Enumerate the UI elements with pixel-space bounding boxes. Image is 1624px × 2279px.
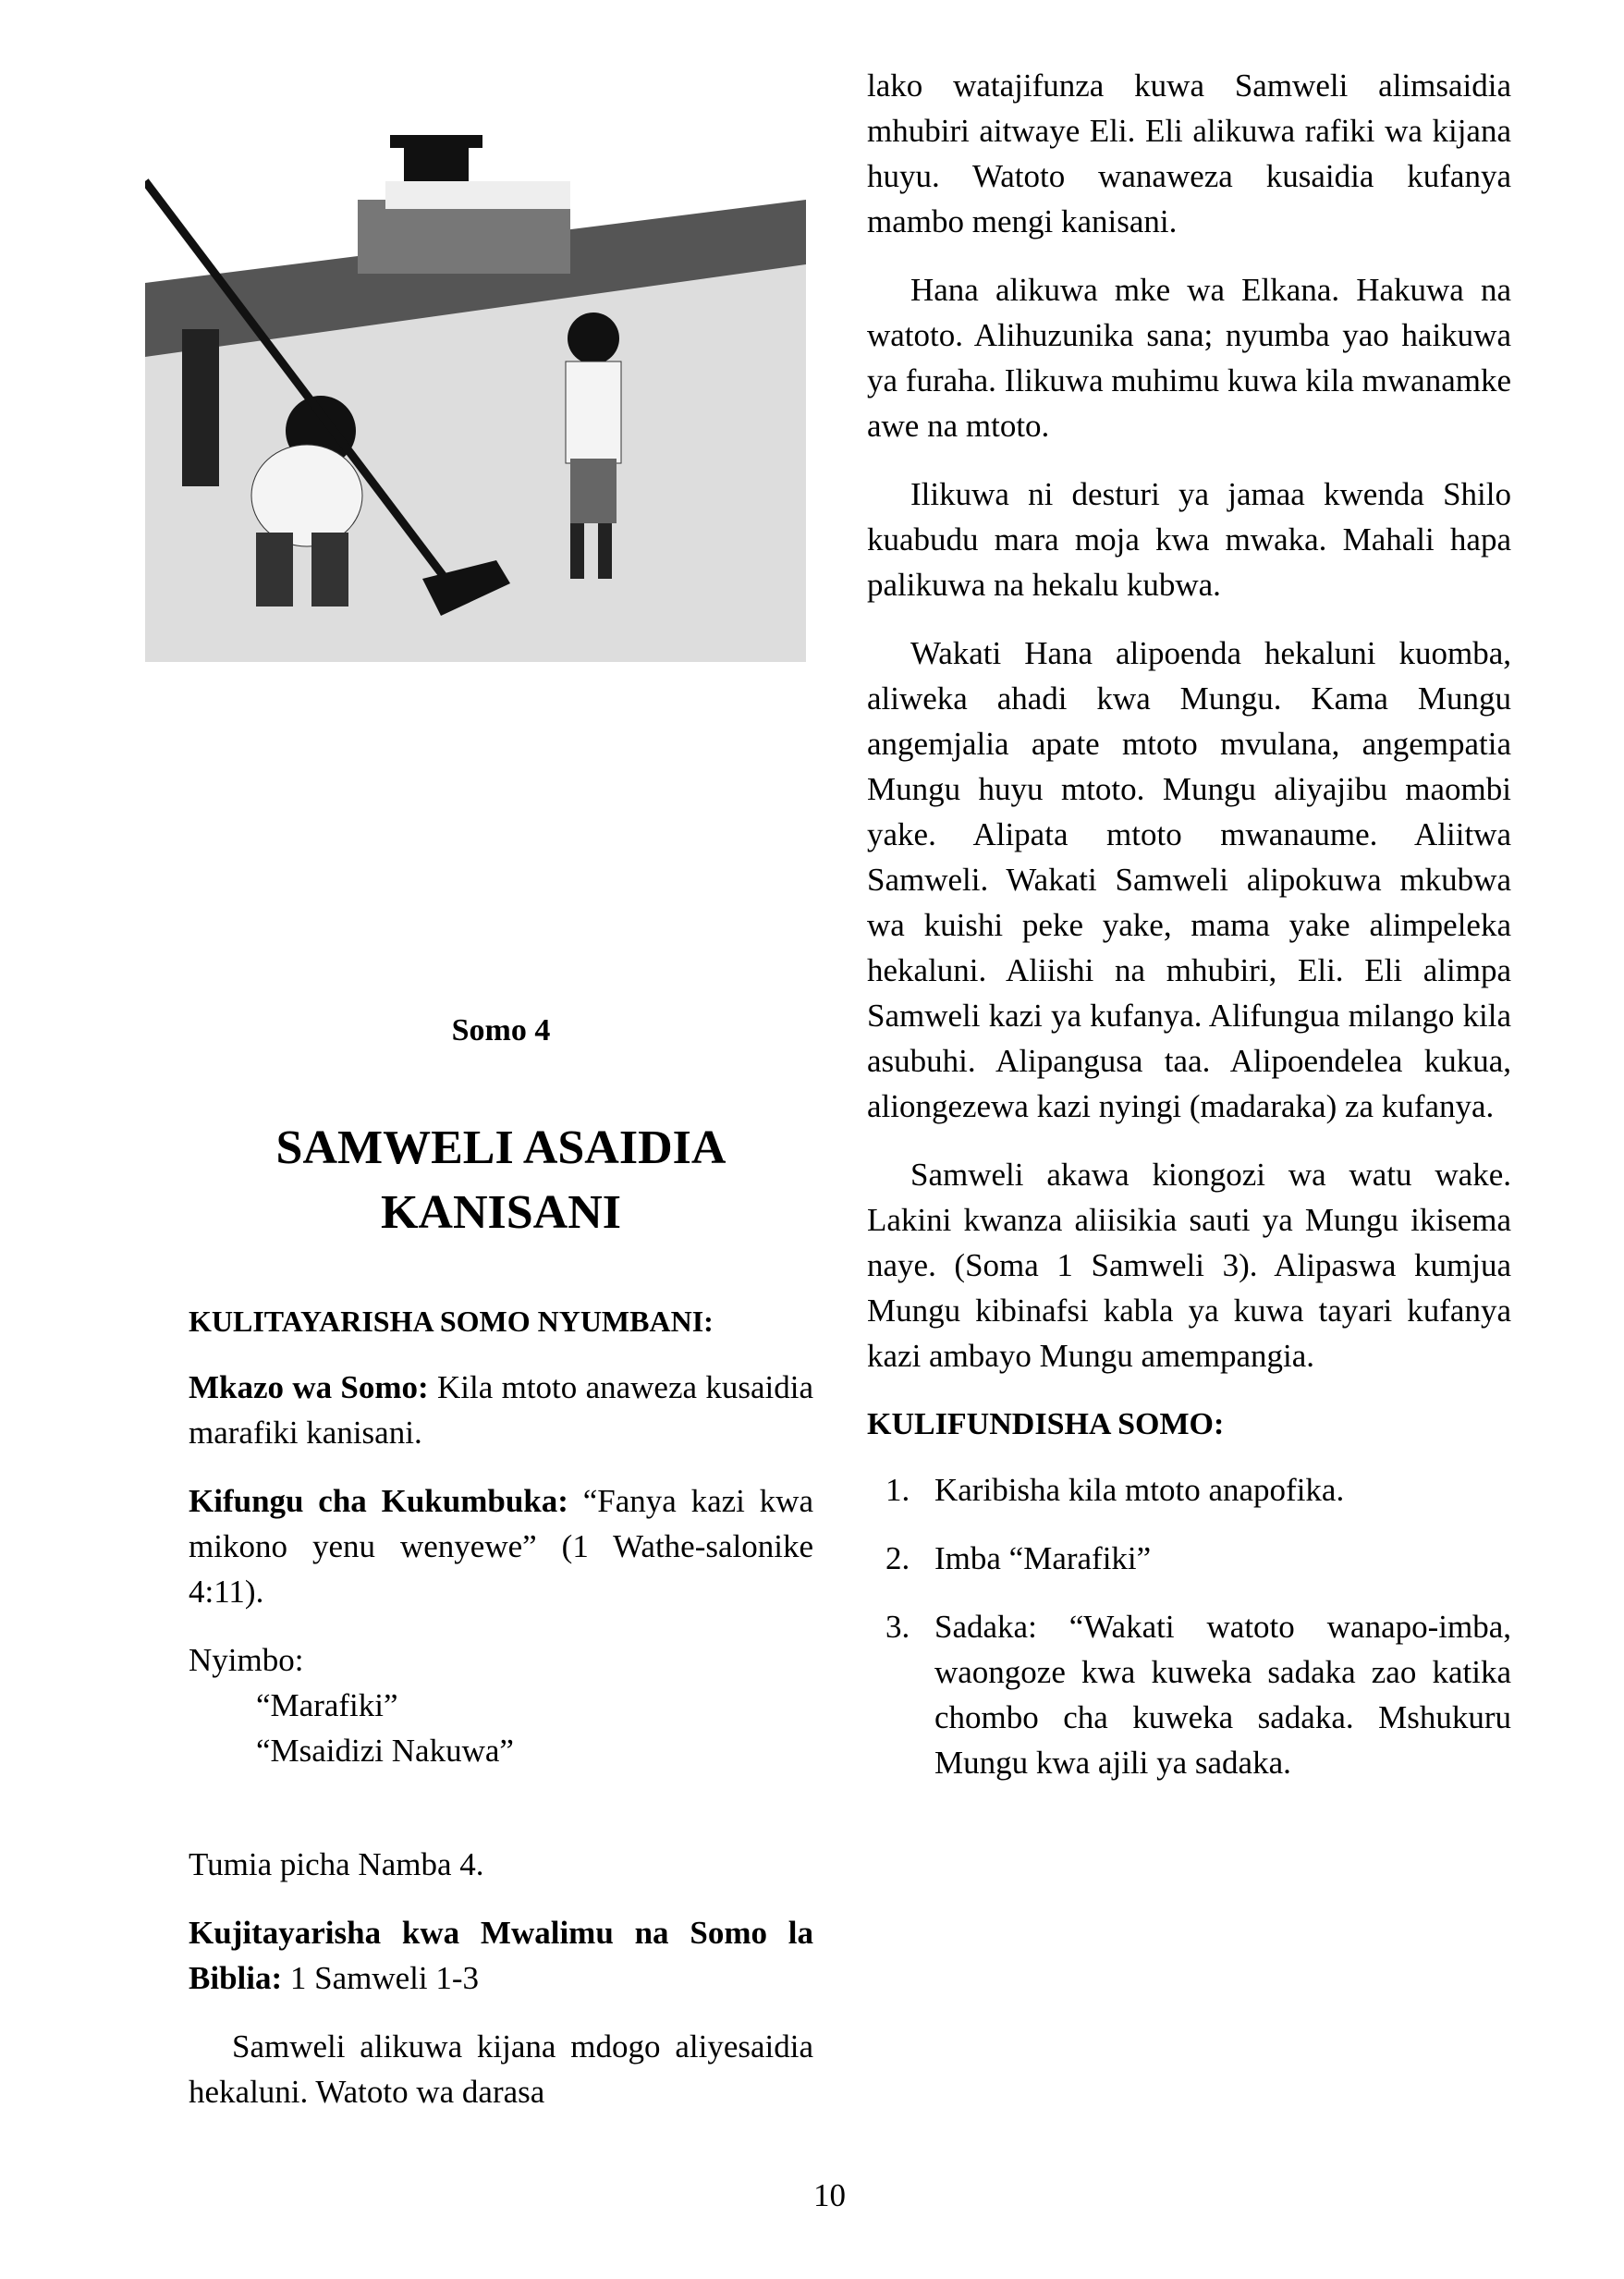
lesson-title bbox=[189, 1116, 813, 1245]
teacher-prep-text: 1 Samweli 1-3 bbox=[282, 1960, 480, 1996]
songs-list bbox=[189, 1683, 813, 1773]
teach-step bbox=[867, 1604, 1511, 1785]
title-line: SAMWELI ASAIDIA bbox=[275, 1121, 727, 1174]
teach-steps bbox=[867, 1467, 1511, 1785]
illustration-children-cleaning-church bbox=[145, 80, 806, 662]
memory-verse-text: “Fanya kazi kwa mikono yenu wenyewe” (1 Wathe-salonike 4:11). bbox=[189, 1483, 813, 1610]
story-paragraph: Wakati Hana alipoenda hekaluni kuomba, aliweka ahadi kwa Mungu. Kama Mungu angemjalia apate mtoto mvulana, angempatia Mungu huyu mtoto. Mungu aliyajibu maombi yake. Alipata mtoto mwanaume. Aliitwa Samweli. Wakati Samweli alipokuwa mkubwa wa kuishi peke yake, mama yake alimpeleka hekaluni. Aliishi na mhubiri, Eli. Eli alimpa Samweli kazi ya kufanya. Alifungua milango kila asubuhi. Alipangusa taa. Alipoendelea kukua, aliongezewa kazi nyingi (madaraka) za kufanya. bbox=[867, 635, 1511, 1124]
song-item: “Marafiki” bbox=[256, 1687, 398, 1723]
teach-step bbox=[867, 1536, 1511, 1581]
picture-note: Tumia picha Namba 4. bbox=[189, 1846, 484, 1882]
step-number: 1. bbox=[885, 1472, 910, 1508]
teach-heading: KULIFUNDISHA SOMO: bbox=[867, 1407, 1225, 1441]
song-item: “Msaidizi Nakuwa” bbox=[256, 1733, 514, 1769]
memory-verse-label: Kifungu cha Kukumbuka: bbox=[189, 1483, 568, 1519]
emphasis bbox=[189, 1365, 813, 1455]
story-paragraph: lako watajifunza kuwa Samweli alimsaidia mhubiri aitwaye Eli. Eli alikuwa rafiki wa kijana huyu. Watoto wanaweza kusaidia kufanya mambo mengi kanisani. bbox=[867, 67, 1511, 239]
page-number: 10 bbox=[813, 2177, 846, 2213]
step-number: 2. bbox=[885, 1540, 910, 1576]
step-text: Sadaka: “Wakati watoto wanapo-imba, waongoze kwa kuweka sadaka zao katika chombo cha kuweka sadaka. Mshukuru Mungu kwa ajili ya sadaka. bbox=[934, 1609, 1511, 1781]
teacher-prep bbox=[189, 1910, 813, 2001]
prep-heading: KULITAYARISHA SOMO NYUMBANI: bbox=[189, 1305, 714, 1338]
step-text: Karibisha kila mtoto anapofika. bbox=[934, 1472, 1345, 1508]
left-column bbox=[189, 1008, 813, 2138]
right-column bbox=[867, 63, 1511, 1808]
story-paragraph: Samweli alikuwa kijana mdogo aliyesaidia hekaluni. Watoto wa darasa bbox=[189, 2028, 813, 2110]
songs-label: Nyimbo: bbox=[189, 1642, 304, 1678]
memory-verse bbox=[189, 1478, 813, 1614]
story-paragraph: Ilikuwa ni desturi ya jamaa kwenda Shilo kuabudu mara moja kwa mwaka. Mahali hapa palikuwa na hekalu kubwa. bbox=[867, 476, 1511, 603]
teach-step bbox=[867, 1467, 1511, 1513]
emphasis-label: Mkazo wa Somo: bbox=[189, 1369, 429, 1405]
emphasis-text: Kila mtoto anaweza kusaidia marafiki kanisani. bbox=[189, 1369, 813, 1451]
step-number: 3. bbox=[885, 1609, 910, 1645]
story-paragraph: Hana alikuwa mke wa Elkana. Hakuwa na watoto. Alihuzunika sana; nyumba yao haikuwa ya furaha. Ilikuwa muhimu kuwa kila mwanamke awe na mtoto. bbox=[867, 272, 1511, 444]
teacher-prep-label: Kujitayarisha kwa Mwalimu na Somo la Biblia: bbox=[189, 1915, 813, 1996]
title-line: KANISANI bbox=[380, 1186, 622, 1239]
step-text: Imba “Marafiki” bbox=[934, 1540, 1152, 1576]
lesson-label: Somo 4 bbox=[451, 1013, 551, 1048]
story-paragraph: Samweli akawa kiongozi wa watu wake. Lakini kwanza aliisikia sauti ya Mungu ikisema naye. (Soma 1 Samweli 3). Alipaswa kumjua Mungu kibinafsi kabla ya kuwa tayari kufanya kazi ambayo Mungu amempangia. bbox=[867, 1157, 1511, 1374]
